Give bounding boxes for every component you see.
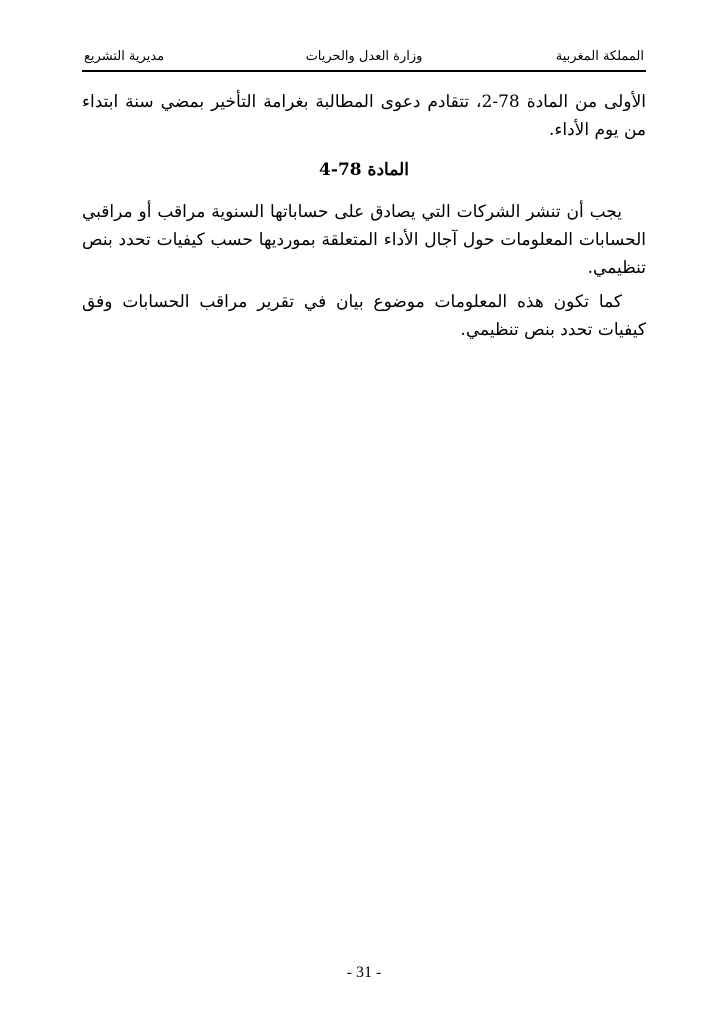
document-body [82,88,646,344]
article-paragraph-1: يجب أن تنشر الشركات التي يصادق على حساباتها السنوية مراقب أو مراقبي الحسابات المعلومات حول آجال الأداء المتعلقة بمورديها حسب كيفيات تحدد بنص تنظيمي. [82,202,646,278]
article-paragraph-2: كما تكون هذه المعلومات موضوع بيان في تقرير مراقب الحسابات وفق كيفيات تحدد بنص تنظيمي. [82,292,646,340]
article-title: المادة 78-4 [319,160,409,180]
page-header [82,44,646,72]
page-number: - 31 - [346,964,382,981]
continued-paragraph: الأولى من المادة 78-2، تتقادم دعوى المطالبة بغرامة التأخير بمضي سنة ابتداء من يوم الأداء. [82,92,646,140]
header-ministry: وزارة العدل والحريات [305,49,423,64]
header-directorate: مديرية التشريع [84,49,165,64]
header-kingdom: المملكة المغربية [555,49,644,64]
